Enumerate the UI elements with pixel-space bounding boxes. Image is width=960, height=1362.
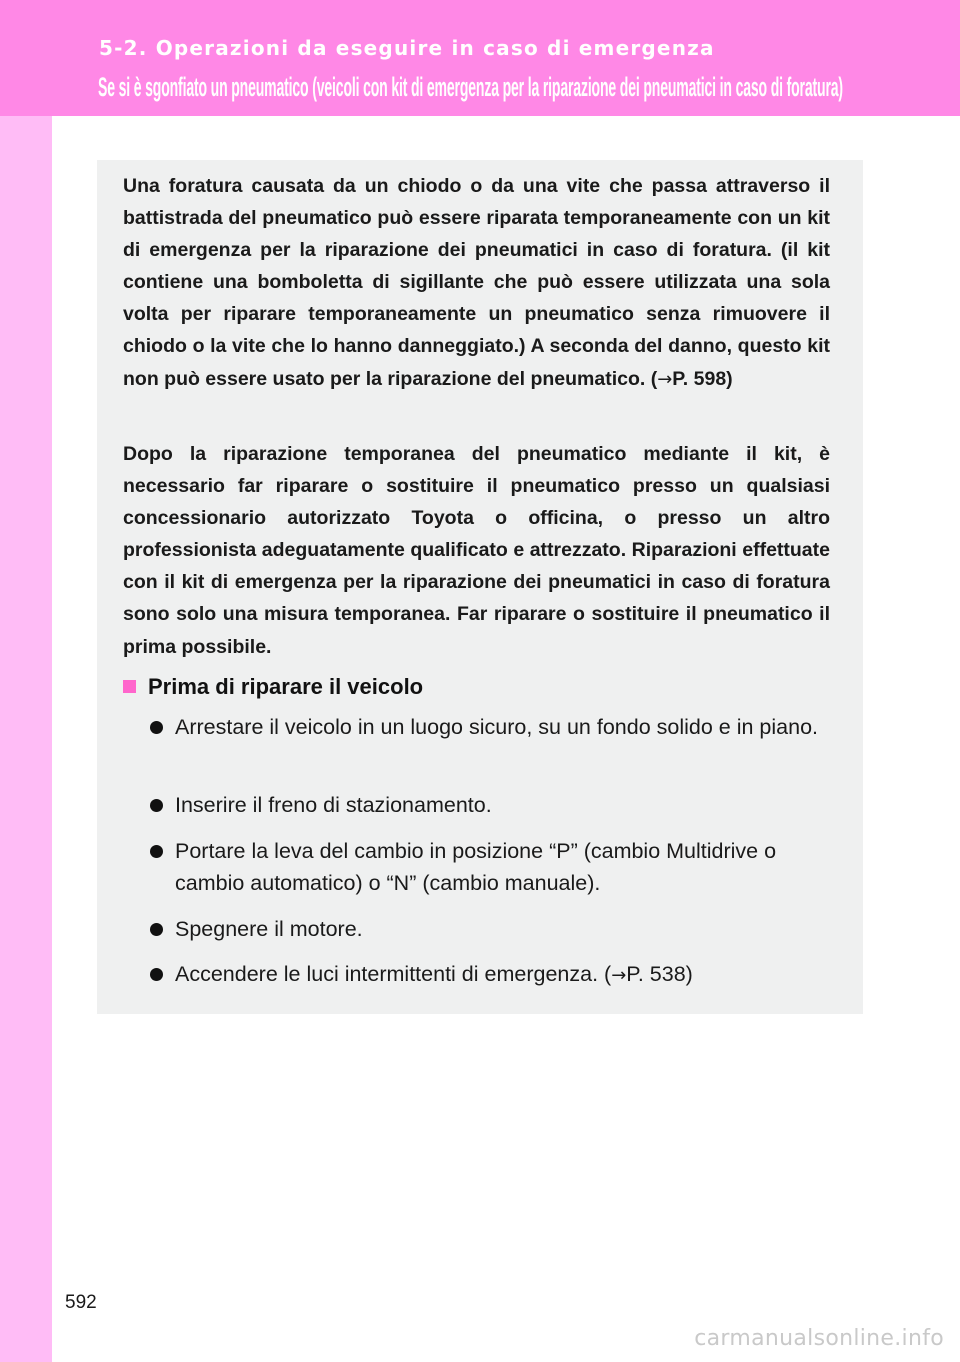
bullet-dot-icon bbox=[150, 845, 163, 858]
list-item bbox=[150, 835, 830, 899]
list-item bbox=[150, 913, 830, 945]
list-item bbox=[150, 711, 830, 743]
list-item bbox=[150, 958, 830, 992]
list-item bbox=[150, 789, 830, 821]
page-reference: P. 598) bbox=[672, 367, 733, 390]
bullet-dot-icon bbox=[150, 799, 163, 812]
arrow-icon: → bbox=[611, 965, 627, 986]
list-item-text-main: Accendere le luci intermittenti di emergenza. ( bbox=[175, 962, 612, 986]
page-header bbox=[0, 0, 960, 116]
list-item-text: Inserire il freno di stazionamento. bbox=[175, 793, 492, 817]
bullet-dot-icon bbox=[150, 968, 163, 981]
watermark: carmanualsonline.info bbox=[694, 1326, 944, 1351]
side-band bbox=[0, 116, 52, 1362]
page-reference: P. 538) bbox=[626, 962, 693, 986]
list-item-text: Spegnere il motore. bbox=[175, 917, 363, 941]
intro-paragraph-text: Una foratura causata da un chiodo o da una vite che passa attraverso il battistrada del pneumatico può essere riparata temporaneamente con un kit di emergenza per la riparazione dei pneumatici in caso di foratura. (il kit contiene una bomboletta di sigillante che può essere utilizzata una sola volta per riparare temporaneamente un pneumatico senza rimuovere il chiodo o la vite che lo hanno danneggiato.) A seconda del danno, questo kit non può essere usato per la riparazione del pneumatico. ( bbox=[123, 175, 830, 390]
repair-note-paragraph: Dopo la riparazione temporanea del pneumatico mediante il kit, è necessario far riparare o sostituire il pneumatico presso un qualsiasi concessionario autorizzato Toyota o officina, o presso un altro professionista adeguatamente qualificato e attrezzato. Riparazioni effettuate con il kit di emergenza per la riparazione dei pneumatici in caso di foratura sono solo una misura temporanea. Far riparare o sostituire il pneumatico il prima possibile. bbox=[123, 443, 830, 658]
list-item-text: Portare la leva del cambio in posizione “P” (cambio Multidrive o cambio automatico) o “N” (cambio manuale). bbox=[175, 839, 777, 895]
section-title: 5-2. Operazioni da eseguire in caso di emergenza bbox=[99, 36, 715, 60]
heading-text: Prima di riparare il veicolo bbox=[148, 674, 424, 699]
square-bullet-icon bbox=[123, 680, 136, 693]
intro-paragraph bbox=[123, 170, 830, 396]
list-item-text: Arrestare il veicolo in un luogo sicuro, su un fondo solido e in piano. bbox=[175, 715, 818, 739]
section-heading bbox=[123, 674, 423, 700]
subsection-title: Se si è sgonfiato un pneumatico (veicoli con kit di emergenza per la riparazione dei pneumatici in caso di foratura) bbox=[98, 72, 843, 102]
bullet-dot-icon bbox=[150, 721, 163, 734]
list-item-text bbox=[175, 958, 830, 992]
arrow-icon: → bbox=[657, 368, 673, 390]
page-number: 592 bbox=[65, 1292, 97, 1313]
bullet-dot-icon bbox=[150, 923, 163, 936]
